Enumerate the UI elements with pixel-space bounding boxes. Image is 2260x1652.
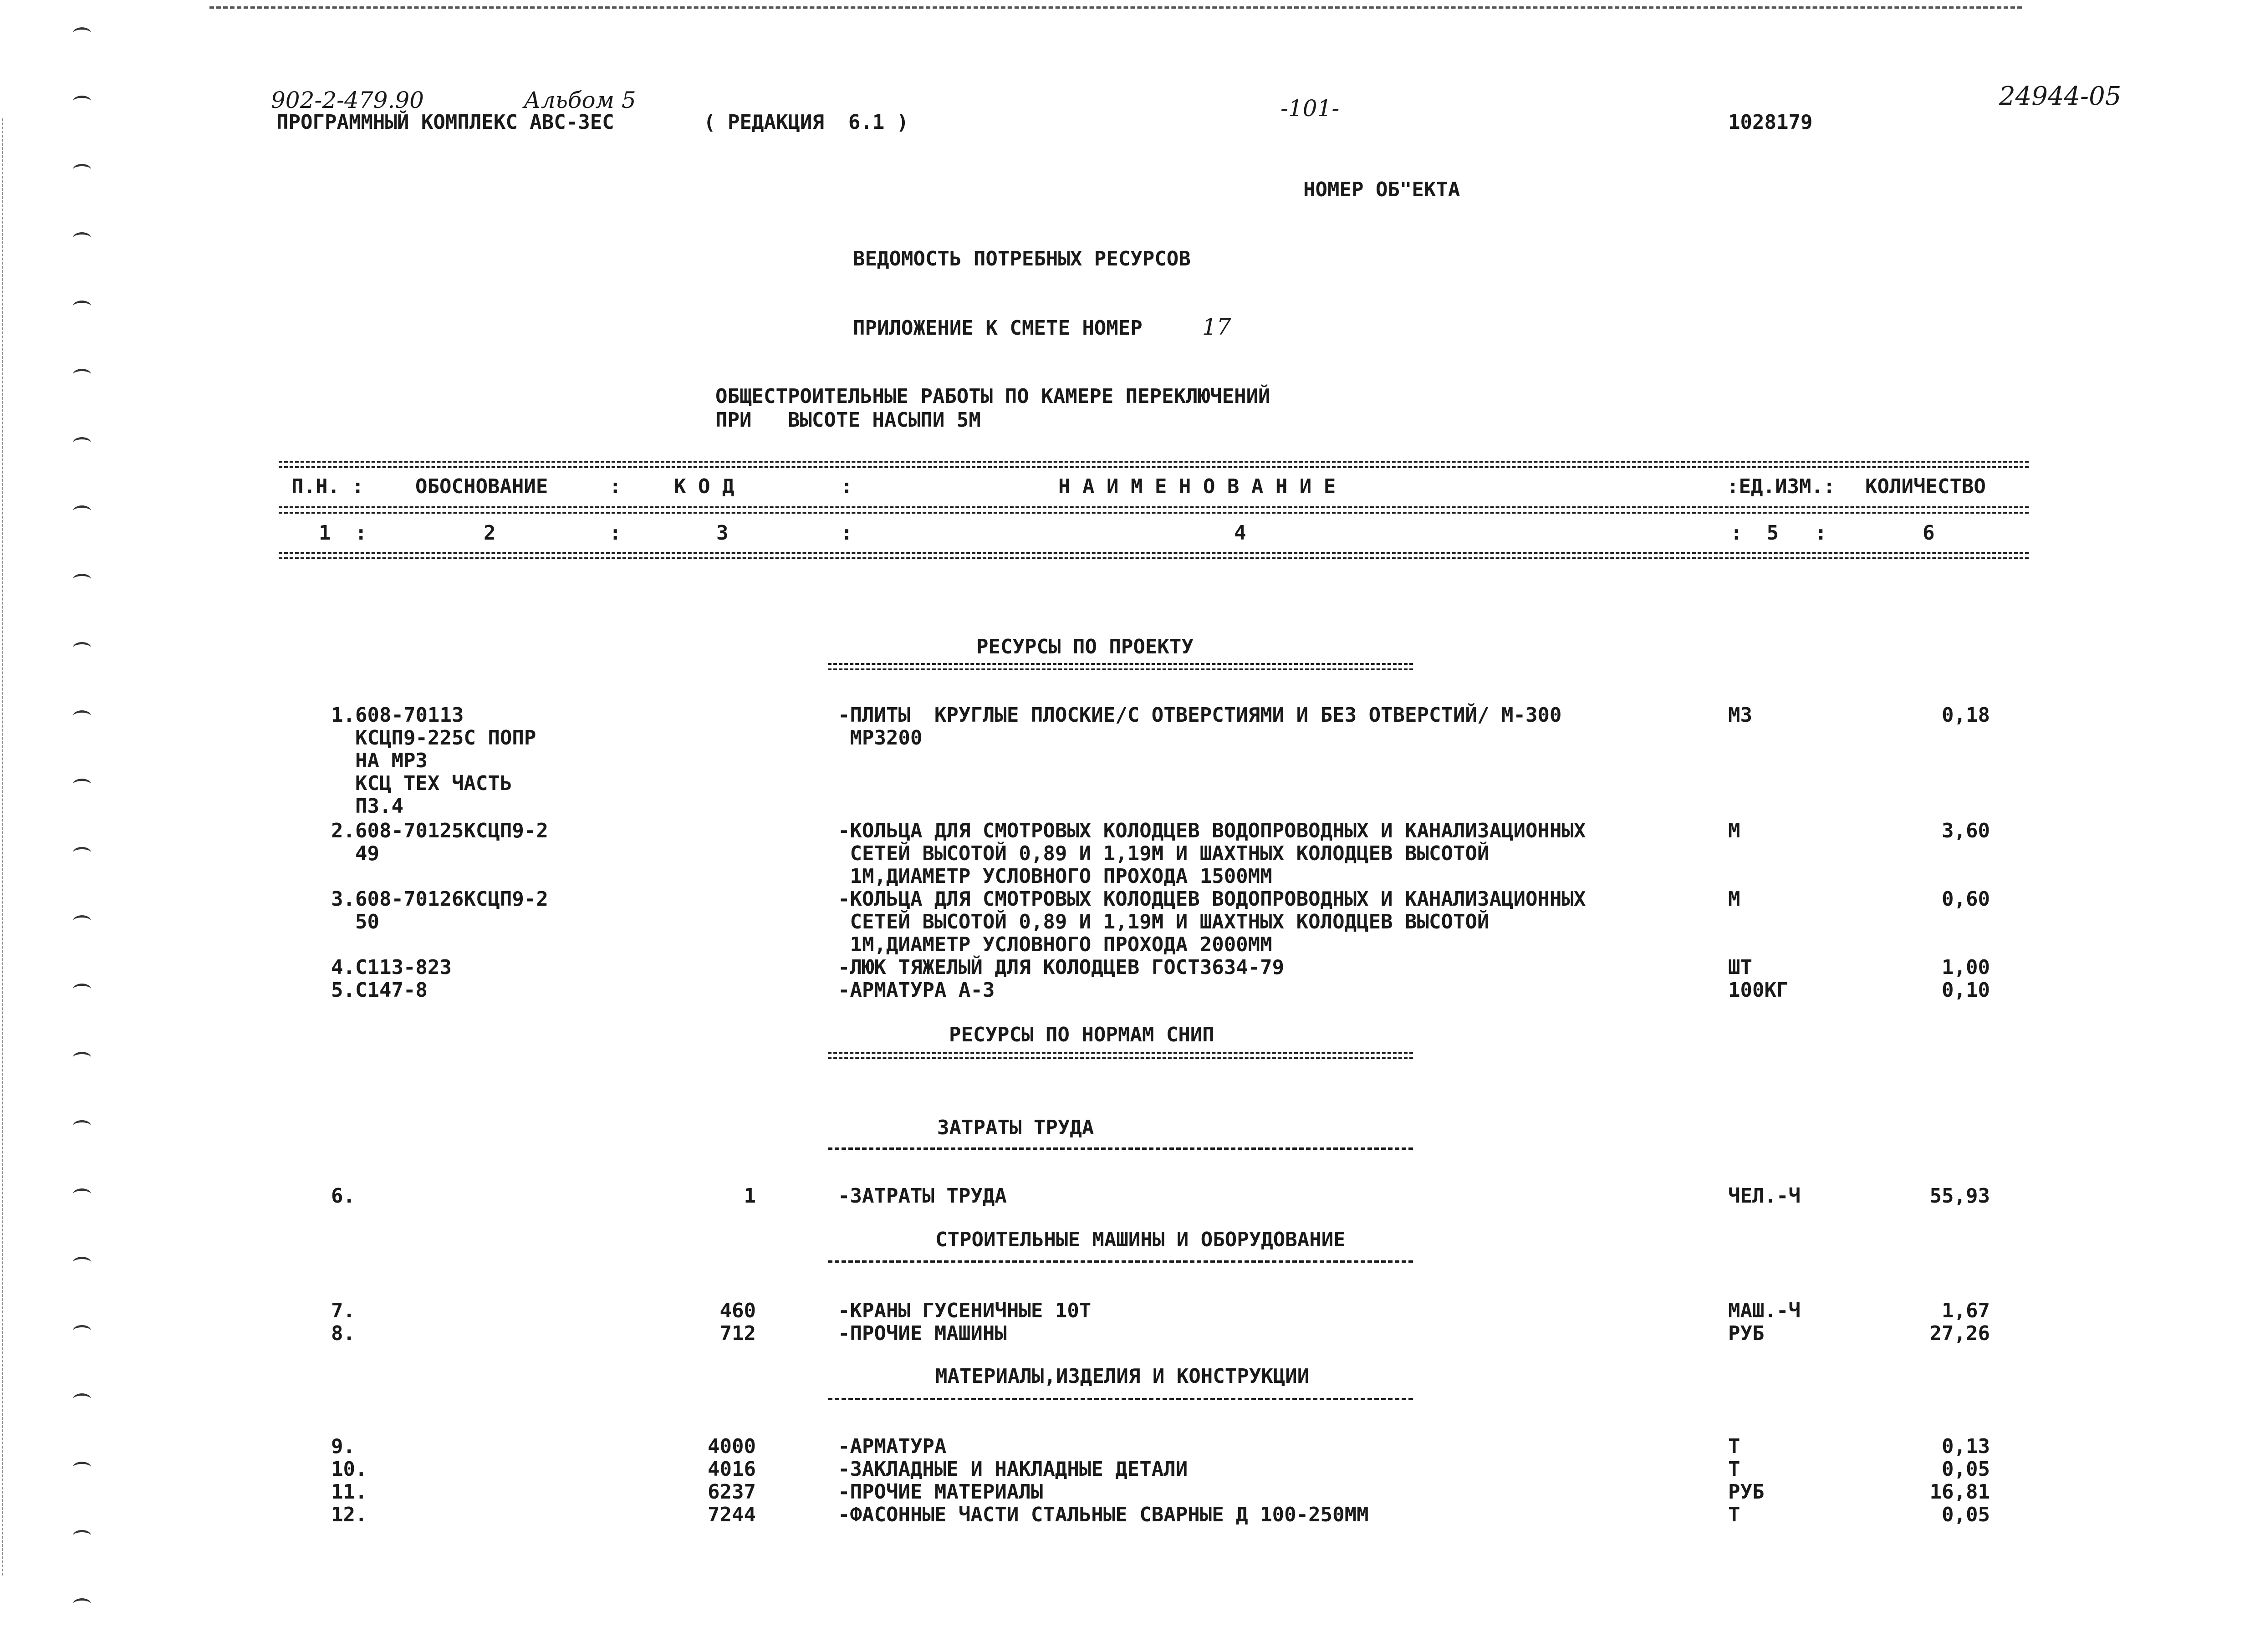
binding-mark [73, 1188, 91, 1200]
row-basis: 5.С147-8 [331, 979, 428, 1002]
binding-mark [73, 984, 91, 995]
row-unit: М3 [1728, 704, 1752, 727]
row-basis: 11. [331, 1480, 367, 1504]
row-name: СЕТЕЙ ВЫСОТОЙ 0,89 И 1,19М И ШАХТНЫХ КОЛОДЦЕВ ВЫСОТОЙ [838, 842, 1490, 865]
album-label: Альбом 5 [524, 87, 636, 113]
row-basis: КСЦ ТЕХ ЧАСТЬ [331, 772, 512, 795]
row-basis: КСЦП9-225С ПОПР [331, 726, 536, 750]
work-title-line1: ОБЩЕСТРОИТЕЛЬНЫЕ РАБОТЫ ПО КАМЕРЕ ПЕРЕКЛЮЧЕНИЙ [715, 385, 1270, 408]
row-basis: 3.608-70126КСЦП9-2 [331, 887, 548, 911]
binding-mark [73, 574, 91, 585]
row-name: -ЛЮК ТЯЖЕЛЫЙ ДЛЯ КОЛОДЦЕВ ГОСТ3634-79 [838, 956, 1285, 979]
col-basis-number: 2 [484, 521, 496, 545]
row-name: -ЗАТРАТЫ ТРУДА [838, 1184, 1007, 1208]
row-basis: 2.608-70125КСЦП9-2 [331, 819, 548, 842]
row-quantity: 1,67 [1942, 1299, 1990, 1322]
row-quantity: 0,60 [1942, 887, 1990, 911]
object-number-label: НОМЕР ОБ"ЕКТА [1303, 178, 1460, 201]
row-name: 1М,ДИАМЕТР УСЛОВНОГО ПРОХОДА 2000ММ [838, 933, 1272, 956]
row-unit: М [1728, 887, 1740, 911]
row-name: -КОЛЬЦА ДЛЯ СМОТРОВЫХ КОЛОДЦЕВ ВОДОПРОВОДНЫХ И КАНАЛИЗАЦИОННЫХ [838, 819, 1586, 842]
row-quantity: 0,05 [1942, 1458, 1990, 1481]
row-unit: 100КГ [1728, 979, 1789, 1002]
col-name-header: Н А И М Е Н О В А Н И Е [1058, 475, 1336, 498]
row-name: -ПЛИТЫ КРУГЛЫЕ ПЛОСКИЕ/С ОТВЕРСТИЯМИ И БЕЗ ОТВЕРСТИЙ/ М-300 [838, 704, 1562, 727]
binding-mark [73, 232, 91, 244]
section-norms-resources: РЕСУРСЫ ПО НОРМАМ СНИП [949, 1023, 1214, 1046]
row-quantity: 3,60 [1942, 819, 1990, 842]
col-basis-header: ОБОСНОВАНИЕ [415, 475, 548, 498]
section-materials: МАТЕРИАЛЫ,ИЗДЕЛИЯ И КОНСТРУКЦИИ [935, 1365, 1310, 1388]
project-code: 902-2-479.90 [271, 87, 424, 113]
binding-mark [73, 1530, 91, 1541]
section-labor-underline [828, 1147, 1413, 1150]
section-project-resources: РЕСУРСЫ ПО ПРОЕКТУ [976, 635, 1194, 658]
row-code: 4000 [708, 1435, 756, 1458]
row-name: СЕТЕЙ ВЫСОТОЙ 0,89 И 1,19М И ШАХТНЫХ КОЛОДЦЕВ ВЫСОТОЙ [838, 910, 1490, 933]
section-materials-underline [828, 1398, 1413, 1400]
binding-mark [73, 1598, 91, 1610]
binding-mark [73, 1257, 91, 1268]
row-name: -ПРОЧИЕ МАТЕРИАЛЫ [838, 1480, 1043, 1504]
row-basis: НА МР3 [331, 749, 428, 772]
section-machines: СТРОИТЕЛЬНЫЕ МАШИНЫ И ОБОРУДОВАНИЕ [935, 1228, 1346, 1251]
section-labor: ЗАТРАТЫ ТРУДА [937, 1116, 1094, 1139]
binding-mark [73, 27, 91, 39]
row-quantity: 0,18 [1942, 704, 1990, 727]
row-unit: Т [1728, 1435, 1740, 1458]
binding-mark [73, 505, 91, 517]
binding-mark [73, 164, 91, 175]
binding-mark [73, 847, 91, 858]
row-quantity: 27,26 [1929, 1322, 1990, 1345]
row-code: 6237 [708, 1480, 756, 1504]
binding-mark [73, 779, 91, 790]
row-basis: 6. [331, 1184, 355, 1208]
row-unit: ШТ [1728, 956, 1752, 979]
work-title-line2: ПРИ ВЫСОТЕ НАСЫПИ 5М [715, 408, 981, 432]
row-name: -АРМАТУРА А-3 [838, 979, 995, 1002]
left-scan-edge [2, 118, 3, 1576]
statement-title: ВЕДОМОСТЬ ПОТРЕБНЫХ РЕСУРСОВ [853, 247, 1191, 270]
col-code-header: К О Д [674, 475, 735, 498]
col-pn-number: 1 : [319, 521, 367, 545]
binding-mark [73, 1120, 91, 1132]
row-name: 1М,ДИАМЕТР УСЛОВНОГО ПРОХОДА 1500ММ [838, 865, 1272, 888]
binding-mark [73, 642, 91, 653]
binding-mark [73, 369, 91, 380]
binding-mark [73, 1325, 91, 1336]
row-basis: 4.С113-823 [331, 956, 452, 979]
row-name: -КРАНЫ ГУСЕНИЧНЫЕ 10Т [838, 1299, 1092, 1322]
col-unit-number: : 5 : [1730, 521, 1827, 545]
col-sep: : [609, 521, 622, 545]
binding-mark [73, 915, 91, 927]
edition-label: ( РЕДАКЦИЯ 6.1 ) [704, 111, 909, 134]
row-basis: 8. [331, 1322, 355, 1345]
page-number: -101- [1280, 95, 1340, 122]
row-name: -ФАСОННЫЕ ЧАСТИ СТАЛЬНЫЕ СВАРНЫЕ Д 100-250ММ [838, 1503, 1369, 1526]
row-quantity: 0,05 [1942, 1503, 1990, 1526]
row-unit: РУБ [1728, 1480, 1765, 1504]
row-basis: 10. [331, 1458, 367, 1481]
sheet-number: 24944-05 [1999, 82, 2122, 111]
binding-mark [73, 437, 91, 449]
col-qty-header: КОЛИЧЕСТВО [1865, 475, 1986, 498]
row-code: 460 [719, 1299, 756, 1322]
row-unit: М [1728, 819, 1740, 842]
row-name: -КОЛЬЦА ДЛЯ СМОТРОВЫХ КОЛОДЦЕВ ВОДОПРОВОДНЫХ И КАНАЛИЗАЦИОННЫХ [838, 887, 1586, 911]
col-pn-header: П.Н. : [291, 475, 364, 498]
row-basis: 50 [331, 910, 379, 933]
binding-mark [73, 96, 91, 107]
row-code: 712 [719, 1322, 756, 1345]
row-code: 4016 [708, 1458, 756, 1481]
binding-mark [73, 1393, 91, 1405]
col-unit-header: :ЕД.ИЗМ.: [1727, 475, 1836, 498]
row-unit: МАШ.-Ч [1728, 1299, 1801, 1322]
col-qty-number: 6 [1923, 521, 1935, 545]
row-unit: РУБ [1728, 1322, 1765, 1345]
row-basis: 1.608-70113 [331, 704, 464, 727]
col-sep: : [609, 475, 622, 498]
row-code: 1 [744, 1184, 756, 1208]
col-name-number: 4 [1234, 521, 1246, 545]
row-code: 7244 [708, 1503, 756, 1526]
row-basis: 7. [331, 1299, 355, 1322]
row-name: -АРМАТУРА [838, 1435, 947, 1458]
binding-mark [73, 1462, 91, 1473]
estimate-number: 17 [1202, 314, 1231, 340]
row-quantity: 0,13 [1942, 1435, 1990, 1458]
top-scan-border [209, 6, 2022, 9]
row-name: -ПРОЧИЕ МАШИНЫ [838, 1322, 1007, 1345]
section-project-underline [828, 663, 1413, 670]
table-numbers-rule [279, 552, 2029, 559]
row-unit: Т [1728, 1458, 1740, 1481]
section-machines-underline [828, 1260, 1413, 1263]
row-basis: 12. [331, 1503, 367, 1526]
row-basis: 49 [331, 842, 379, 865]
row-quantity: 55,93 [1929, 1184, 1990, 1208]
row-basis: 9. [331, 1435, 355, 1458]
col-sep: : [841, 521, 853, 545]
row-unit: ЧЕЛ.-Ч [1728, 1184, 1801, 1208]
row-unit: Т [1728, 1503, 1740, 1526]
row-name: МР3200 [838, 726, 923, 750]
row-quantity: 16,81 [1929, 1480, 1990, 1504]
col-sep: : [841, 475, 853, 498]
section-norms-underline [828, 1052, 1413, 1059]
row-quantity: 1,00 [1942, 956, 1990, 979]
binding-mark [73, 1052, 91, 1063]
binding-mark [73, 301, 91, 312]
software-name: ПРОГРАММНЫЙ КОМПЛЕКС АВС-3ЕС [276, 111, 614, 134]
table-top-rule [279, 461, 2029, 468]
col-code-number: 3 [716, 521, 729, 545]
row-basis: П3.4 [331, 795, 403, 818]
binding-mark [73, 710, 91, 722]
appendix-label: ПРИЛОЖЕНИЕ К СМЕТЕ НОМЕР [853, 316, 1143, 340]
row-name: -ЗАКЛАДНЫЕ И НАКЛАДНЫЕ ДЕТАЛИ [838, 1458, 1188, 1481]
table-header-rule [279, 506, 2029, 514]
row-quantity: 0,10 [1942, 979, 1990, 1002]
document-id: 1028179 [1728, 111, 1813, 134]
